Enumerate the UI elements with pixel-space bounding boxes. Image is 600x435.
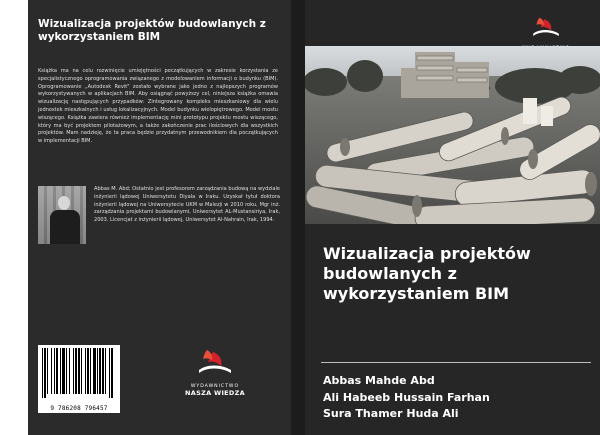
spine: [291, 0, 305, 435]
publisher-small-label: WYDAWNICTWO: [190, 384, 240, 389]
title-divider: [321, 362, 591, 363]
cover-title: Wizualizacja projektów budowlanych z wykorzystaniem BIM: [323, 244, 531, 303]
author-name: Sura Thamer Huda Ali: [323, 407, 459, 421]
front-cover: [305, 0, 600, 435]
author-name: Ali Habeeb Hussain Farhan: [323, 390, 490, 404]
publisher-logo-back: [178, 348, 252, 397]
publisher-mark-icon: [529, 16, 563, 40]
author-bio: Abbas M. Abd; Ostatnio jest profesorem zarządzania budową na wydziale inżynierii lądowej Uniwersytetu Diyala w Iraku. Uzyskał tytuł doktora inżynierii lądowej na Uniwersytecie UKM w Malezji w 2010 roku, Mgr inż. zarządzania projektami budowlanymi, Uniwersytet AL-Mustansiriya, Irak, 2003. Licencjat z inżynierii lądowej, Uniwersytet Al-Nahrain, Irak, 1994.: [94, 186, 280, 224]
author-photo: [38, 186, 86, 244]
author-list: [323, 373, 593, 423]
back-cover: [28, 0, 291, 435]
publisher-name: NASZA WIEDZA: [185, 389, 245, 397]
publisher-mark-icon: [195, 348, 235, 378]
author-name: Abbas Mahde Abd: [323, 374, 435, 387]
isbn-number: 9 786208 796457: [50, 405, 108, 412]
cover-photo-ruins: [305, 46, 600, 224]
book-description: Książka ma na celu rozwinięcie umiejętności początkujących w zakresie korzystania ze specjalistycznego oprogramowania związanego z modelowaniem informacji o budynku (BIM). Oprogramowanie „Autodesk Revit" zostało wybrane jako jedno z najlepszych programów wykorzystywanych w aplikacjach BIM. Aby osiągnąć powyższy cel, niniejsza książka omawia wizualizację następujących przypadków: Zintegrowany kompleks mieszkaniowy dla wielu jednostek mieszkalnych i usług lokalizacyjnych. Model budynku wielopiętrowego. Model mostu wiszącego. Książka zawiera również implementację mini prototypu projektu mostu wiszącego, który ma być projektem pilotażowym, a także zakończenie prac ilościowych dla wszystkich projektów. Mam nadzieję, że ta praca będzie przydatnym przewodnikiem dla początkujących w implementacji BIM.: [38, 68, 278, 145]
back-cover-title: Wizualizacja projektów budowlanych z wykorzystaniem BIM: [38, 18, 266, 43]
isbn-barcode: [38, 345, 120, 413]
